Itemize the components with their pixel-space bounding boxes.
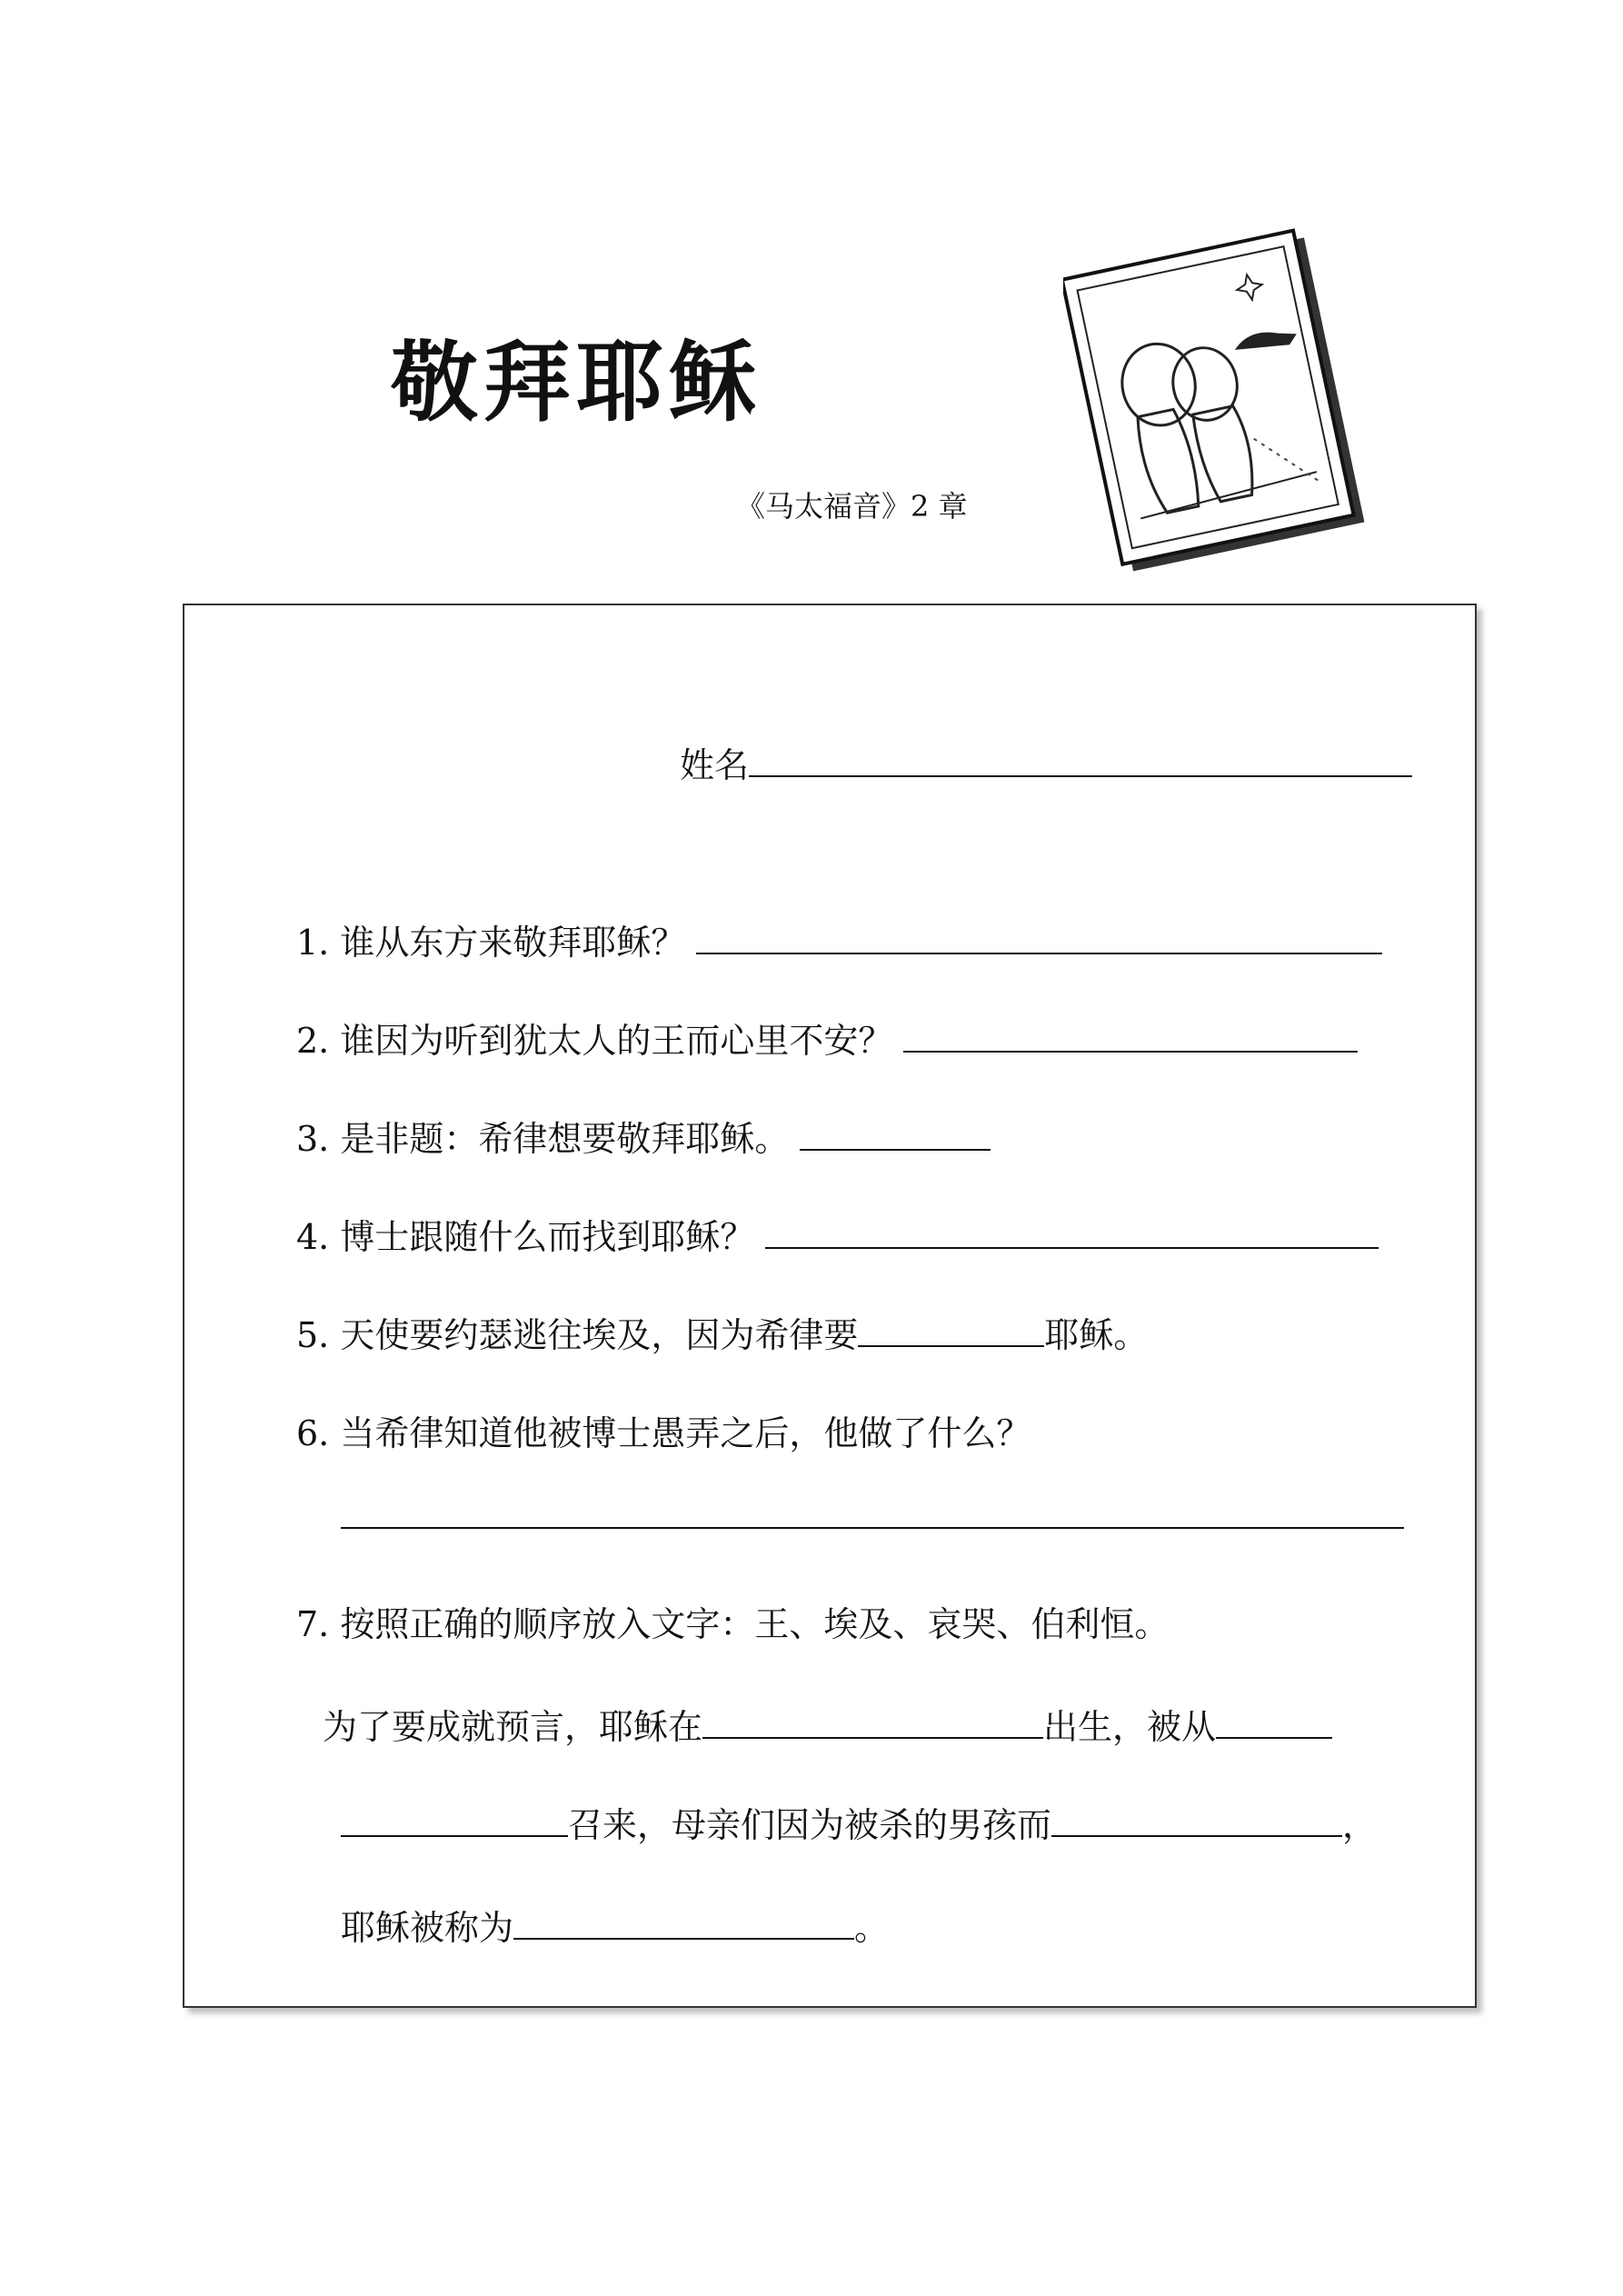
- scripture-reference: 《马太福音》2 章: [736, 489, 968, 524]
- name-field[interactable]: [680, 737, 1412, 787]
- question-7-text: 7. 按照正确的顺序放入文字：王、埃及、哀哭、伯利恒。: [296, 1604, 1170, 1644]
- question-7-line-1-text-b: 出生，被从: [1043, 1707, 1217, 1747]
- answer-blank-7b[interactable]: [1216, 1704, 1332, 1739]
- question-5-text-before: 5. 天使要约瑟逃往埃及，因为希律要: [296, 1315, 859, 1355]
- name-label: 姓名: [680, 745, 750, 785]
- answer-blank-4[interactable]: [765, 1214, 1379, 1249]
- question-7-line-1-text-a: 为了要成就预言，耶稣在: [323, 1707, 703, 1747]
- question-2: [296, 1013, 1358, 1063]
- answer-blank-7c[interactable]: [341, 1802, 568, 1837]
- question-3: [296, 1111, 991, 1161]
- answer-blank-3[interactable]: [800, 1116, 991, 1151]
- question-7-line-1: [323, 1699, 1332, 1749]
- worksheet-title: 敬拜耶稣: [391, 332, 762, 434]
- question-7-line-3-text-b: 。: [854, 1908, 890, 1948]
- question-2-text: 2. 谁因为听到犹太人的王而心里不安？: [296, 1021, 893, 1061]
- question-5: [296, 1307, 1148, 1357]
- question-6-text: 6. 当希律知道他被博士愚弄之后，他做了什么？: [296, 1413, 1031, 1453]
- question-7-line-2: [341, 1797, 1377, 1847]
- question-7-line-2-text-a: 召来，母亲们因为被杀的男孩而: [568, 1805, 1052, 1845]
- answer-blank-2[interactable]: [903, 1018, 1358, 1053]
- question-7-line-3-text-a: 耶稣被称为: [341, 1908, 514, 1948]
- answer-blank-7e[interactable]: [513, 1905, 854, 1940]
- question-6: [296, 1405, 1031, 1455]
- answer-blank-7a[interactable]: [702, 1704, 1043, 1739]
- question-7: [296, 1596, 1169, 1646]
- question-6-answer-line: [341, 1494, 1404, 1537]
- question-7-line-3: [341, 1900, 889, 1950]
- worksheet-box: [183, 604, 1477, 2008]
- answer-blank-6[interactable]: [341, 1494, 1404, 1529]
- question-3-text: 3. 是非题：希律想要敬拜耶稣。: [296, 1119, 790, 1159]
- question-4-text: 4. 博士跟随什么而找到耶稣？: [296, 1217, 755, 1257]
- answer-blank-7d[interactable]: [1051, 1802, 1342, 1837]
- question-1-text: 1. 谁从东方来敬拜耶稣？: [296, 923, 686, 963]
- question-4: [296, 1209, 1379, 1259]
- question-1: [296, 914, 1382, 964]
- answer-blank-5[interactable]: [858, 1313, 1044, 1347]
- answer-blank-1[interactable]: [696, 920, 1382, 954]
- question-5-text-after: 耶稣。: [1044, 1315, 1149, 1355]
- question-7-line-2-text-b: ，: [1342, 1805, 1378, 1845]
- wise-men-picture-icon: [1063, 227, 1372, 573]
- name-blank[interactable]: [749, 743, 1412, 777]
